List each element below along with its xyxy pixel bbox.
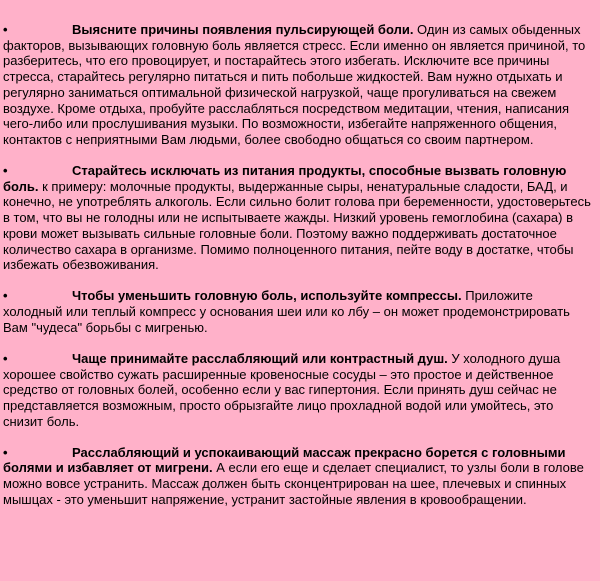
tip-text: Приложите холодный или теплый компресс у основания шеи или ко лбу – он может продемонстрировать Вам "чудеса" борьбы с мигренью. <box>3 288 570 335</box>
tip-text: к примеру: молочные продукты, выдержанные сыры, ненатуральные сладости, БАД, и конечно, не употреблять алкоголь. Если сильно болит голова при беременности, удостоверьтесь в том, что вы не голодны или не испытываете жажды. Низкий уровень гемоглобина (сахара) в крови может вызывать сильные головные боли. Поэтому важно поддерживать достаточное количество сахара в организме. Помимо полноценного питания, пейте воду в достатке, чтобы избежать обезвоживания. <box>3 178 591 273</box>
tip-heading: Чаще принимайте расслабляющий или контрастный душ. <box>72 350 448 366</box>
tip-item-shower <box>3 351 594 430</box>
tip-heading: Чтобы уменьшить головную боль, используйте компрессы. <box>72 288 462 304</box>
tip-text: А если его еще и сделает специалист, то узлы боли в голове можно вовсе устранить. Массаж должен быть сконцентрирован на шее, плечевых и спинных мышцах - это уменьшит напряжение, устранит застойные явления в кровообращении. <box>3 460 584 507</box>
tip-item-nutrition <box>3 163 594 273</box>
tip-text: У холодного душа хорошее свойство сужать расширенные кровеносные сосуды – это простое и действенное средство от головных болей, особенно если у вас гипертония. Если принять душ сейчас не представляется возможным, просто обрызгайте лицо прохладной водой или умойтесь, это снизит боль. <box>3 350 561 429</box>
bullet-icon: • <box>3 288 8 304</box>
bullet-icon: • <box>3 350 8 366</box>
bullet-icon: • <box>3 444 8 460</box>
tip-heading: Старайтесь исключать из питания продукты, способные вызвать головную боль. <box>3 163 567 194</box>
tip-item-stress <box>3 22 594 148</box>
tip-item-compress <box>3 288 594 335</box>
bullet-icon: • <box>3 22 8 37</box>
tip-text: Один из самых обыденных факторов, вызывающих головную боль является стресс. Если именно он является причиной, то разберитесь, что его провоцирует, и постарайтесь этого избегать. Исключите все причины стресса, старайтесь регулярно питаться и пить побольше жидкостей. Вам нужно отдыхать и регулярно заниматься оптимальной физической нагрузкой, чаще прогуливаться на свежем воздухе. Кроме отдыха, пробуйте расслабляться посредством медитации, чтения, написания чего-либо или прослушивания музыки. По возможности, избегайте напряженного общения, контактов с неприятными Вам людьми, более свободно общаться со своим партнером. <box>3 22 586 147</box>
bullet-icon: • <box>3 163 8 179</box>
tip-item-massage <box>3 445 594 508</box>
tip-heading: Расслабляющий и успокаивающий массаж прекрасно борется с головными болями и избавляет от мигрени. <box>3 444 566 476</box>
tip-heading: Выясните причины появления пульсирующей боли. <box>72 22 414 37</box>
